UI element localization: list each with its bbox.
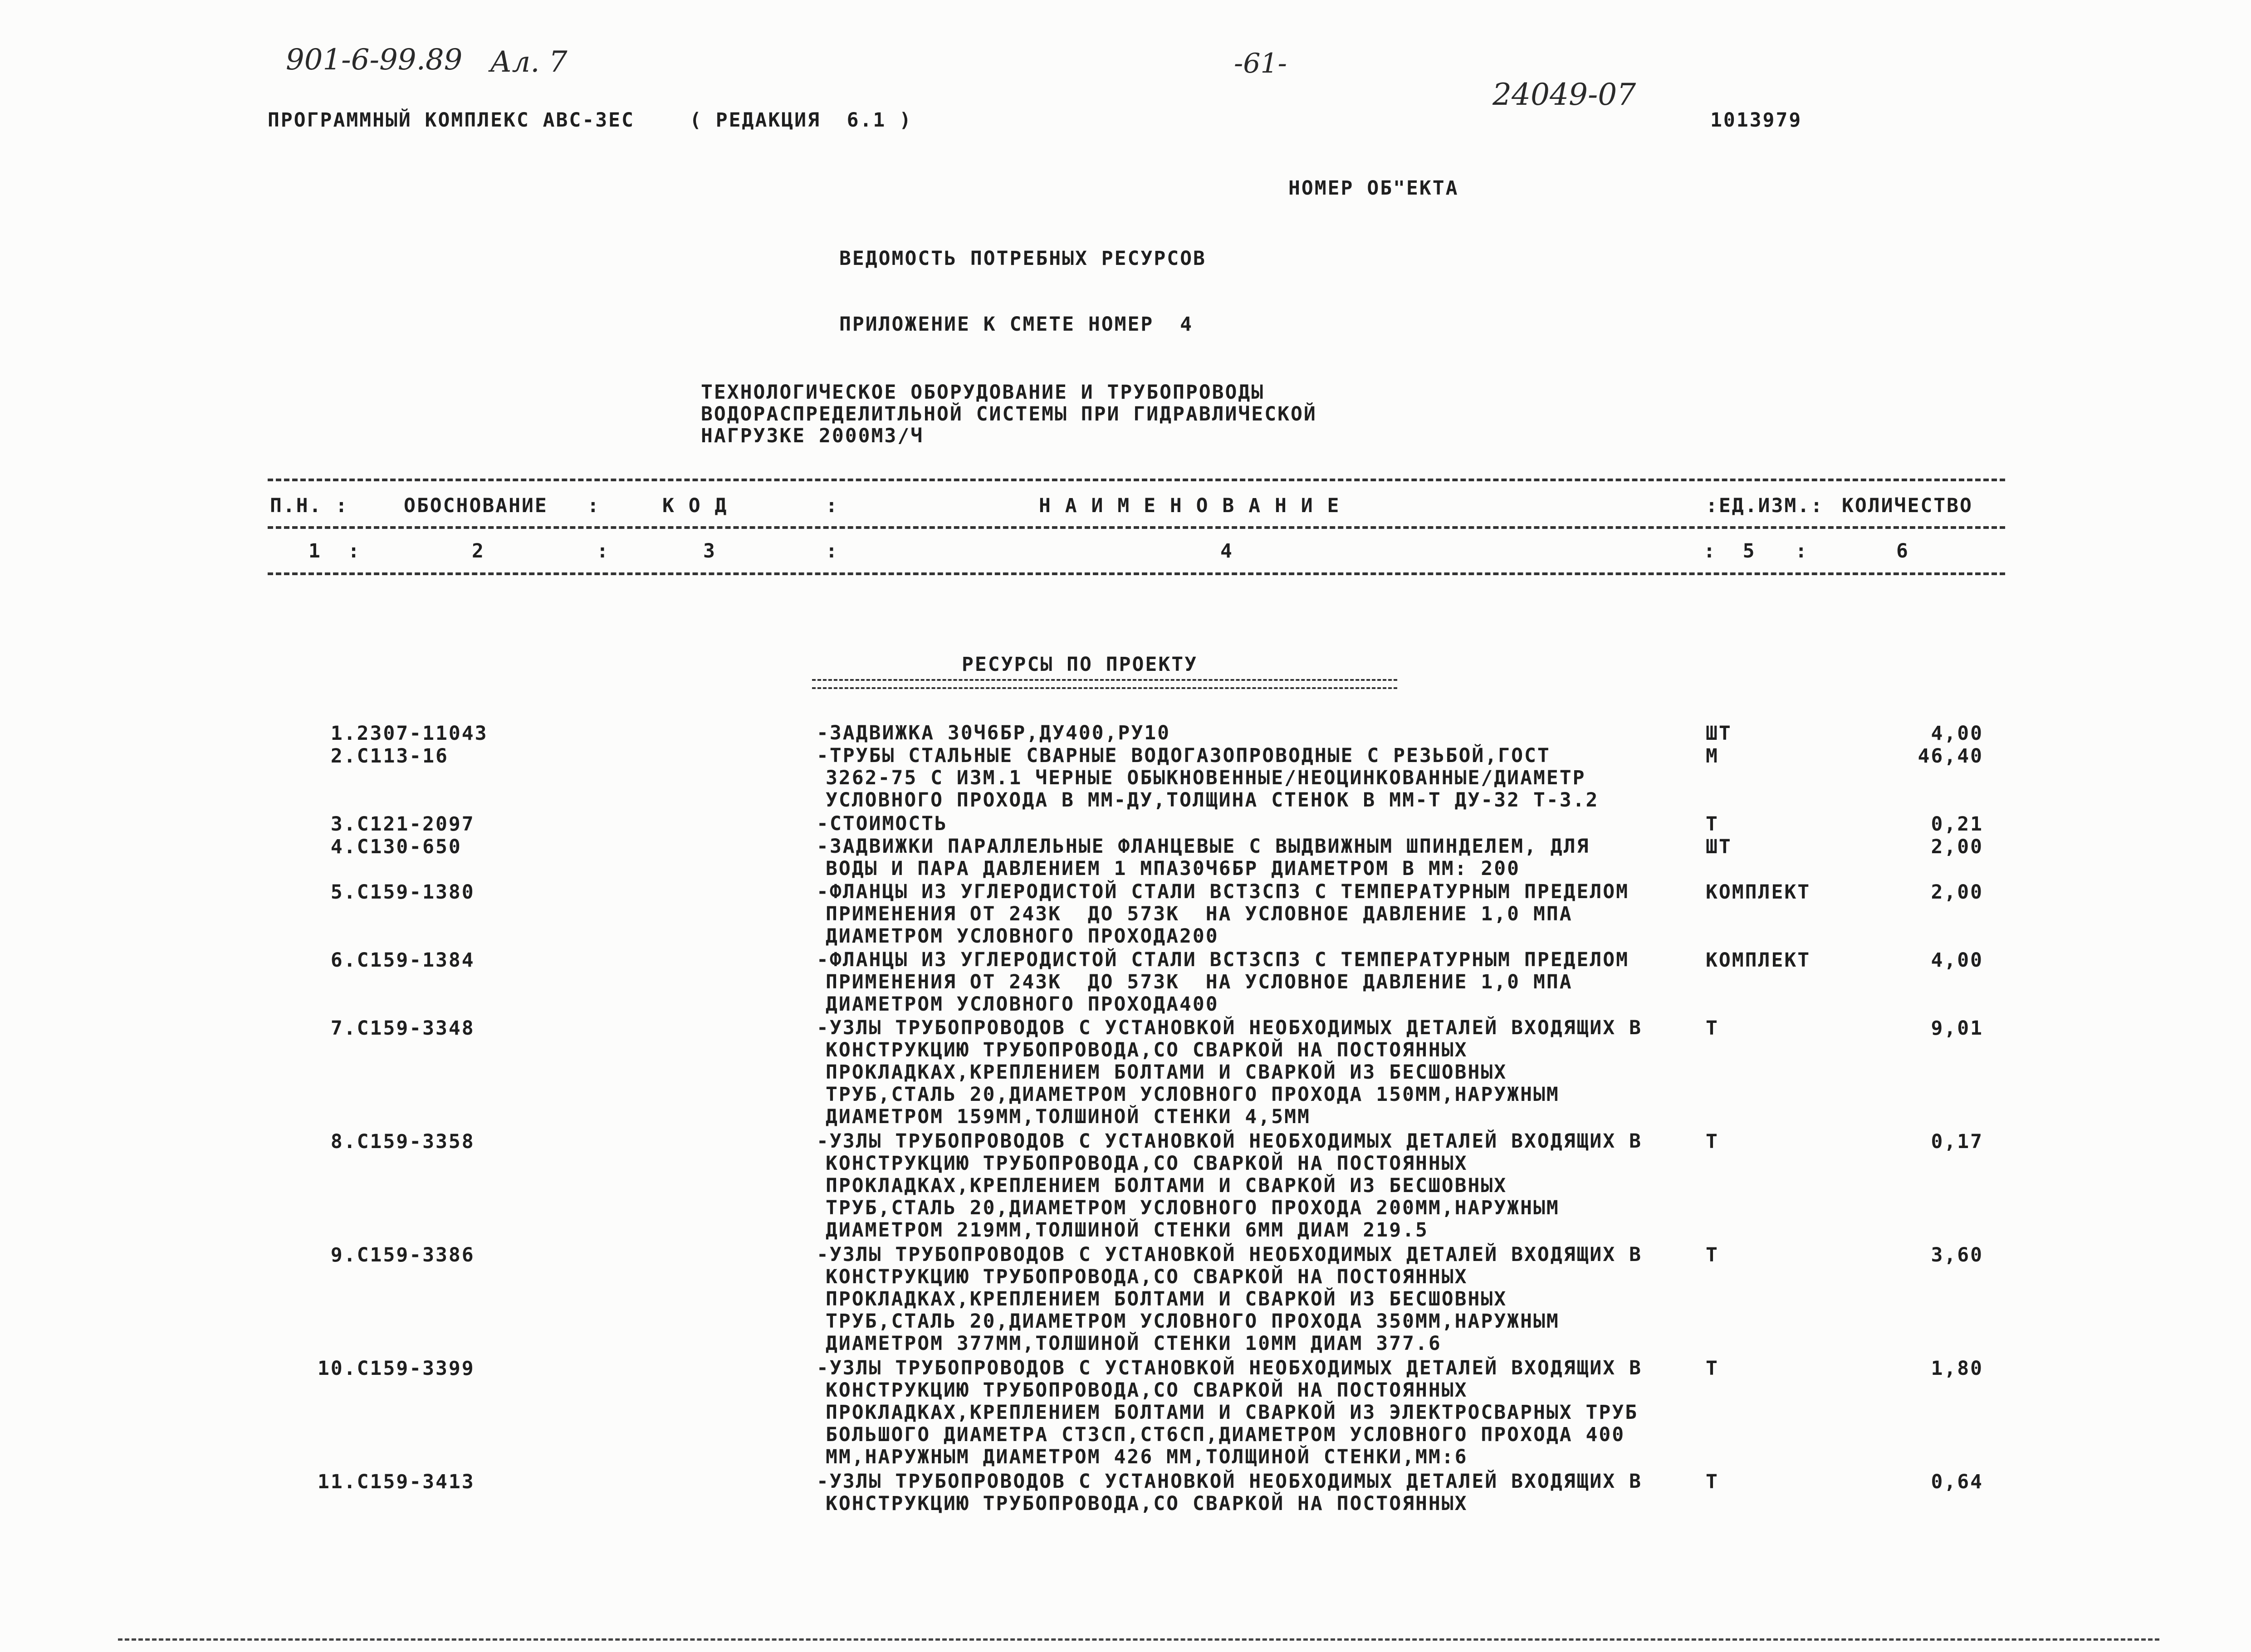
row-description-line: -ЗАДВИЖКИ ПАРАЛЛЕЛЬНЫЕ ФЛАНЦЕВЫЕ С ВЫДВИЖНЫМ ШПИНДЕЛЕМ, ДЛЯ [817, 835, 1590, 858]
row-unit: Т [1706, 813, 1719, 836]
estimate-appendix: ПРИЛОЖЕНИЕ К СМЕТЕ НОМЕР 4 [839, 313, 1193, 336]
row-code: 9.С159-3386 [318, 1244, 475, 1266]
row-description-line: БОЛЬШОГО ДИАМЕТРА СТ3СП,СТ6СП,ДИАМЕТРОМ УСЛОВНОГО ПРОХОДА 400 [826, 1423, 1625, 1446]
row-description-line: ПРОКЛАДКАХ,КРЕПЛЕНИЕМ БОЛТАМИ И СВАРКОЙ ИЗ БЕСШОВНЫХ [826, 1174, 1507, 1197]
row-description-line: ДИАМЕТРОМ УСЛОВНОГО ПРОХОДА200 [826, 925, 1219, 948]
row-description-line: -УЗЛЫ ТРУБОПРОВОДОВ С УСТАНОВКОЙ НЕОБХОДИМЫХ ДЕТАЛЕЙ ВХОДЯЩИХ В [817, 1017, 1642, 1039]
row-unit: Т [1706, 1471, 1719, 1493]
row-description-line: -ТРУБЫ СТАЛЬНЫЕ СВАРНЫЕ ВОДОГАЗОПРОВОДНЫЕ С РЕЗЬБОЙ,ГОСТ [817, 744, 1551, 767]
col-header-pn: П.Н. : [270, 494, 349, 517]
col-header-basis: ОБОСНОВАНИЕ : [404, 494, 601, 517]
row-description-line: ДИАМЕТРОМ 219ММ,ТОЛШИНОЙ СТЕНКИ 6ММ ДИАМ 219.5 [826, 1219, 1429, 1241]
row-unit: КОМПЛЕКТ [1706, 949, 1811, 972]
row-quantity: 4,00 [1931, 949, 1983, 972]
row-unit: Т [1706, 1130, 1719, 1153]
col-num-1: 1 : [308, 540, 361, 562]
row-description-line: УСЛОВНОГО ПРОХОДА В ММ-ДУ,ТОЛЩИНА СТЕНОК В ММ-Т ДУ-32 Т-3.2 [826, 789, 1599, 811]
table-header-bottom-rule [268, 572, 2005, 575]
row-description-line: ТРУБ,СТАЛЬ 20,ДИАМЕТРОМ УСЛОВНОГО ПРОХОДА 350ММ,НАРУЖНЫМ [826, 1310, 1560, 1333]
row-quantity: 2,00 [1931, 836, 1983, 858]
handwritten-page-number: -61- [1234, 48, 1287, 79]
section-title: РЕСУРСЫ ПО ПРОЕКТУ [962, 653, 1198, 676]
row-description [817, 880, 1630, 948]
row-code: 3.С121-2097 [318, 813, 475, 836]
row-unit: Т [1706, 1244, 1719, 1266]
row-description [817, 1017, 1642, 1128]
row-description [817, 1130, 1642, 1241]
row-description [817, 722, 1170, 744]
row-unit: ШТ [1706, 722, 1732, 745]
row-unit: КОМПЛЕКТ [1706, 881, 1811, 904]
row-code: 8.С159-3358 [318, 1130, 475, 1153]
col-num-6: 6 [1896, 540, 1909, 562]
object-number-label: НОМЕР ОБ"ЕКТА [1288, 177, 1459, 200]
row-code: 6.С159-1384 [318, 949, 475, 972]
row-quantity: 0,17 [1931, 1130, 1983, 1153]
row-code: 11.С159-3413 [318, 1471, 475, 1493]
page-bottom-rule [118, 1638, 2159, 1641]
col-header-code: К О Д [662, 494, 728, 517]
row-description-line: КОНСТРУКЦИЮ ТРУБОПРОВОДА,СО СВАРКОЙ НА ПОСТОЯННЫХ [826, 1266, 1468, 1288]
document-title: ВЕДОМОСТЬ ПОТРЕБНЫХ РЕСУРСОВ [839, 247, 1206, 270]
row-unit: ШТ [1706, 836, 1732, 858]
col-num-2-sep: : [597, 540, 610, 562]
col-num-4: 4 [1220, 540, 1233, 562]
row-description-line: ПРОКЛАДКАХ,КРЕПЛЕНИЕМ БОЛТАМИ И СВАРКОЙ ИЗ БЕСШОВНЫХ [826, 1288, 1507, 1310]
row-description-line: ДИАМЕТРОМ 377ММ,ТОЛШИНОЙ СТЕНКИ 10ММ ДИАМ 377.6 [826, 1332, 1442, 1355]
row-description-line: ММ,НАРУЖНЫМ ДИАМЕТРОМ 426 ММ,ТОЛЩИНОЙ СТЕНКИ,ММ:6 [826, 1446, 1468, 1468]
row-description-line: ПРОКЛАДКАХ,КРЕПЛЕНИЕМ БОЛТАМИ И СВАРКОЙ ИЗ БЕСШОВНЫХ [826, 1061, 1507, 1084]
program-edition: ( РЕДАКЦИЯ 6.1 ) [690, 109, 913, 132]
row-quantity: 0,21 [1931, 813, 1983, 836]
row-quantity: 0,64 [1931, 1471, 1983, 1493]
row-unit: Т [1706, 1357, 1719, 1380]
handwritten-registration-number: 24049-07 [1493, 77, 1636, 112]
table-top-rule [268, 479, 2005, 481]
row-description [817, 744, 1599, 811]
row-description-line: 3262-75 С ИЗМ.1 ЧЕРНЫЕ ОБЫКНОВЕННЫЕ/НЕОЦИНКОВАННЫЕ/ДИАМЕТР [826, 767, 1586, 789]
row-description [817, 1357, 1642, 1468]
row-description [817, 812, 948, 835]
row-description-line: -УЗЛЫ ТРУБОПРОВОДОВ С УСТАНОВКОЙ НЕОБХОДИМЫХ ДЕТАЛЕЙ ВХОДЯЩИХ В [817, 1357, 1642, 1379]
row-quantity: 2,00 [1931, 881, 1983, 904]
row-description [817, 1470, 1642, 1515]
row-unit: Т [1706, 1017, 1719, 1040]
row-description-line: ВОДЫ И ПАРА ДАВЛЕНИЕМ 1 МПА30Ч6БР ДИАМЕТРОМ В ММ: 200 [826, 857, 1521, 880]
handwritten-sheet: Ал. 7 [490, 45, 568, 79]
row-code: 4.С130-650 [318, 836, 462, 858]
row-code: 1.2307-11043 [318, 722, 488, 745]
handwritten-doc-code: 901-6-99.89 [286, 43, 463, 77]
subject-line-3: НАГРУЗКЕ 2000М3/Ч [701, 425, 924, 447]
row-code: 7.С159-3348 [318, 1017, 475, 1040]
col-num-2: 2 [472, 540, 485, 562]
col-header-name: Н А И М Е Н О В А Н И Е [1039, 494, 1341, 517]
row-description-line: КОНСТРУКЦИЮ ТРУБОПРОВОДА,СО СВАРКОЙ НА ПОСТОЯННЫХ [826, 1152, 1468, 1175]
row-quantity: 3,60 [1931, 1244, 1983, 1266]
col-header-qty: КОЛИЧЕСТВО [1842, 494, 1973, 517]
col-num-3: 3 [703, 540, 716, 562]
row-unit: М [1706, 745, 1719, 767]
row-description-line: КОНСТРУКЦИЮ ТРУБОПРОВОДА,СО СВАРКОЙ НА ПОСТОЯННЫХ [826, 1039, 1468, 1061]
document-id: 1013979 [1710, 109, 1802, 132]
row-quantity: 4,00 [1931, 722, 1983, 745]
col-num-5: : 5 : [1703, 540, 1809, 562]
row-description-line: -ФЛАНЦЫ ИЗ УГЛЕРОДИСТОЙ СТАЛИ ВСТ3СП3 С ТЕМПЕРАТУРНЫМ ПРЕДЕЛОМ [817, 948, 1630, 971]
row-description [817, 835, 1590, 880]
row-description [817, 948, 1630, 1016]
row-description-line: -УЗЛЫ ТРУБОПРОВОДОВ С УСТАНОВКОЙ НЕОБХОДИМЫХ ДЕТАЛЕЙ ВХОДЯЩИХ В [817, 1243, 1642, 1266]
row-description-line: -УЗЛЫ ТРУБОПРОВОДОВ С УСТАНОВКОЙ НЕОБХОДИМЫХ ДЕТАЛЕЙ ВХОДЯЩИХ В [817, 1130, 1642, 1153]
program-name: ПРОГРАММНЫЙ КОМПЛЕКС АВС-ЗЕС [268, 109, 635, 132]
row-description-line: ДИАМЕТРОМ 159ММ,ТОЛШИНОЙ СТЕНКИ 4,5ММ [826, 1105, 1311, 1128]
subject-line-2: ВОДОРАСПРЕДЕЛИТЛЬНОЙ СИСТЕМЫ ПРИ ГИДРАВЛИЧЕСКОЙ [701, 403, 1317, 425]
row-description-line: ПРИМЕНЕНИЯ ОТ 243К ДО 573К НА УСЛОВНОЕ ДАВЛЕНИЕ 1,0 МПА [826, 971, 1573, 993]
col-header-code-sep: : [826, 494, 839, 517]
row-quantity: 1,80 [1931, 1357, 1983, 1380]
row-code: 10.С159-3399 [318, 1357, 475, 1380]
row-description-line: -СТОИМОСТЬ [817, 812, 948, 835]
row-description-line: -УЗЛЫ ТРУБОПРОВОДОВ С УСТАНОВКОЙ НЕОБХОДИМЫХ ДЕТАЛЕЙ ВХОДЯЩИХ В [817, 1470, 1642, 1493]
row-description-line: КОНСТРУКЦИЮ ТРУБОПРОВОДА,СО СВАРКОЙ НА ПОСТОЯННЫХ [826, 1379, 1468, 1402]
row-description-line: ТРУБ,СТАЛЬ 20,ДИАМЕТРОМ УСЛОВНОГО ПРОХОДА 150ММ,НАРУЖНЫМ [826, 1083, 1560, 1106]
row-quantity: 46,40 [1918, 745, 1983, 767]
row-code: 2.С113-16 [318, 745, 449, 767]
subject-line-1: ТЕХНОЛОГИЧЕСКОЕ ОБОРУДОВАНИЕ И ТРУБОПРОВОДЫ [701, 381, 1265, 404]
row-code: 5.С159-1380 [318, 881, 475, 904]
row-description-line: -ЗАДВИЖКА 30Ч6БР,ДУ400,РУ10 [817, 722, 1170, 744]
row-description-line: КОНСТРУКЦИЮ ТРУБОПРОВОДА,СО СВАРКОЙ НА ПОСТОЯННЫХ [826, 1492, 1468, 1515]
col-num-3-sep: : [826, 540, 839, 562]
row-description-line: ТРУБ,СТАЛЬ 20,ДИАМЕТРОМ УСЛОВНОГО ПРОХОДА 200ММ,НАРУЖНЫМ [826, 1197, 1560, 1219]
col-header-unit: :ЕД.ИЗМ.: [1706, 494, 1824, 517]
row-description-line: -ФЛАНЦЫ ИЗ УГЛЕРОДИСТОЙ СТАЛИ ВСТ3СП3 С ТЕМПЕРАТУРНЫМ ПРЕДЕЛОМ [817, 880, 1630, 903]
row-description-line: ПРИМЕНЕНИЯ ОТ 243К ДО 573К НА УСЛОВНОЕ ДАВЛЕНИЕ 1,0 МПА [826, 903, 1573, 925]
row-description-line: ДИАМЕТРОМ УСЛОВНОГО ПРОХОДА400 [826, 993, 1219, 1016]
row-description [817, 1243, 1642, 1355]
row-description-line: ПРОКЛАДКАХ,КРЕПЛЕНИЕМ БОЛТАМИ И СВАРКОЙ ИЗ ЭЛЕКТРОСВАРНЫХ ТРУБ [826, 1401, 1639, 1424]
section-title-underline [812, 679, 1397, 689]
header-mid-rule [268, 526, 2005, 529]
row-quantity: 9,01 [1931, 1017, 1983, 1040]
